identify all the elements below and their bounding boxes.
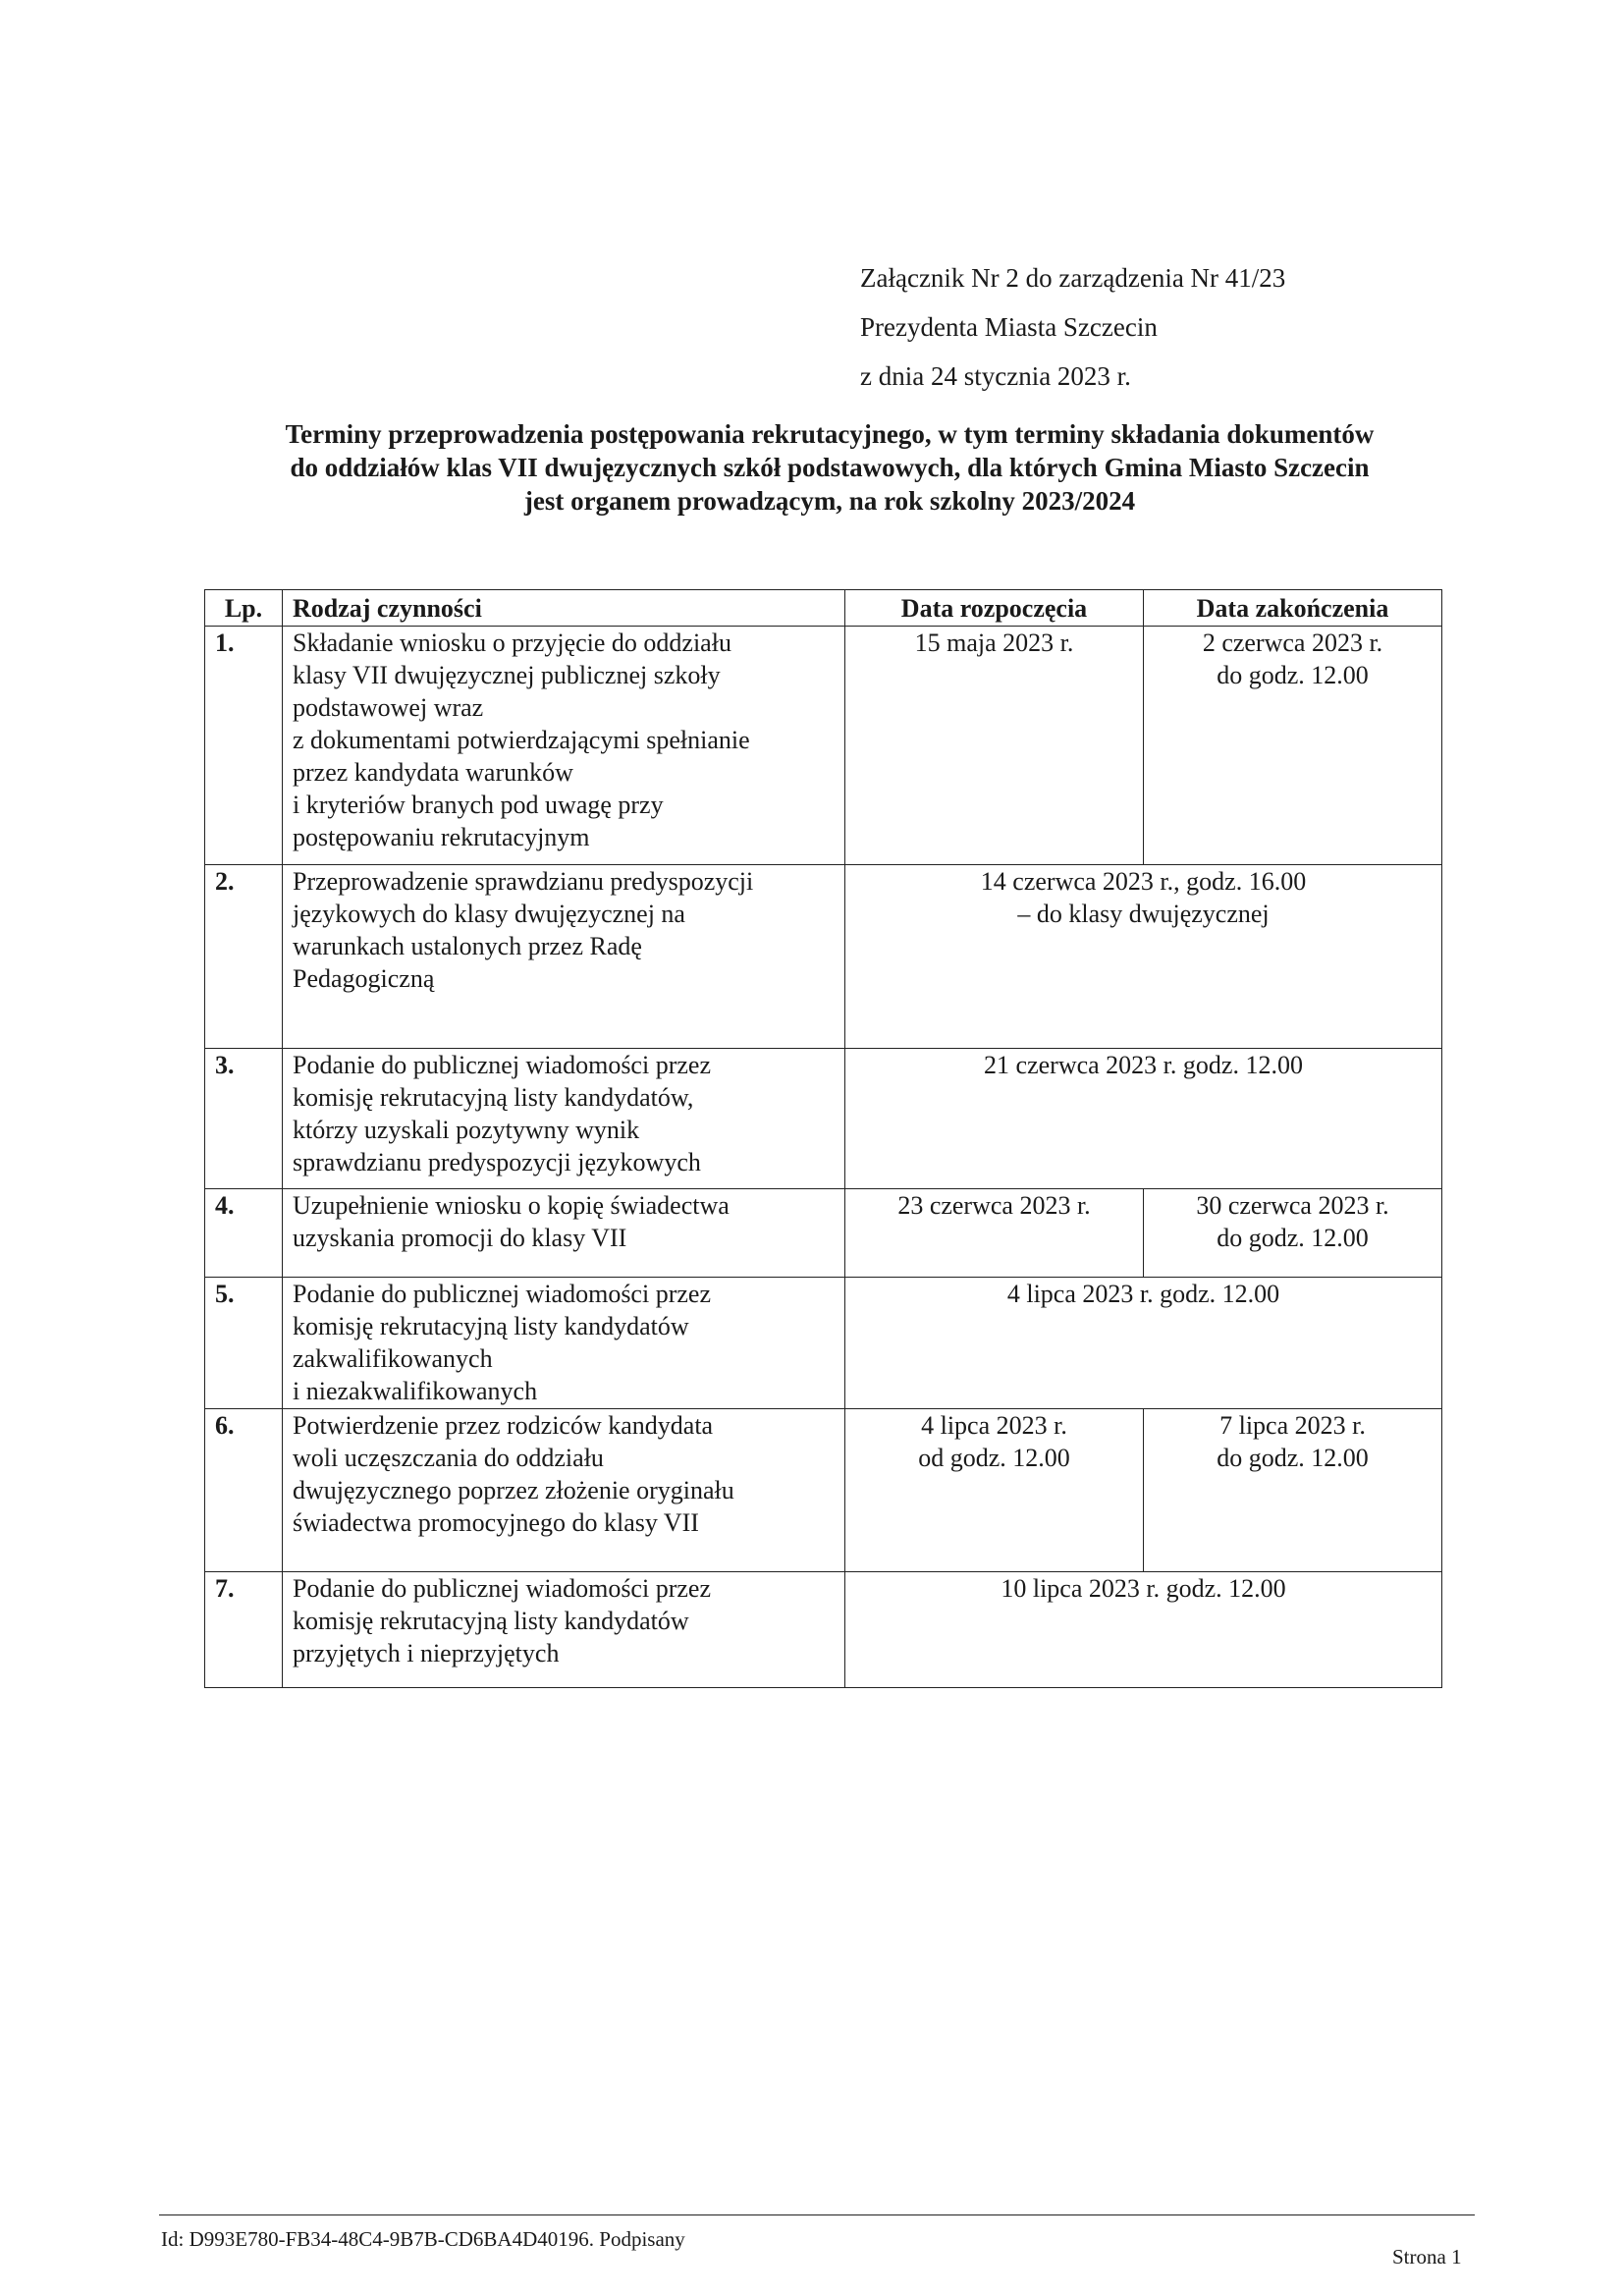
table-row bbox=[205, 1049, 1442, 1189]
annex-line-1: Załącznik Nr 2 do zarządzenia Nr 41/23 bbox=[860, 263, 1286, 293]
table.rows.5.activity-line: woli uczęszczania do oddziału bbox=[293, 1444, 604, 1472]
table.rows.2.activity-line: sprawdzianu predyspozycji językowych bbox=[293, 1148, 701, 1176]
row-number: 5. bbox=[205, 1278, 283, 1409]
row-number: 4. bbox=[205, 1189, 283, 1278]
table.rows.6.activity-line: przyjętych i nieprzyjętych bbox=[293, 1639, 560, 1667]
row-number: 1. bbox=[205, 627, 283, 865]
table.rows.0.activity-line: z dokumentami potwierdzającymi spełnianie bbox=[293, 726, 750, 754]
table.rows.5.start-line: 4 lipca 2023 r. bbox=[921, 1411, 1067, 1440]
table.rows.4.activity-line: komisję rekrutacyjną listy kandydatów bbox=[293, 1312, 689, 1340]
activity-cell bbox=[283, 865, 845, 1049]
table.rows.5.activity-line: Potwierdzenie przez rodziców kandydata bbox=[293, 1411, 714, 1440]
activity-cell bbox=[283, 1189, 845, 1278]
table.rows.6.activity-line: Podanie do publicznej wiadomości przez bbox=[293, 1574, 711, 1603]
annex-header bbox=[860, 253, 1285, 401]
header-start-date: Data rozpoczęcia bbox=[845, 590, 1144, 627]
table.rows.5.end-line: do godz. 12.00 bbox=[1217, 1444, 1369, 1472]
document-id: Id: D993E780-FB34-48C4-9B7B-CD6BA4D40196. Podpisany bbox=[161, 2227, 685, 2251]
table.rows.4.combined-line: 4 lipca 2023 r. godz. 12.00 bbox=[1006, 1280, 1280, 1308]
date-range-cell bbox=[845, 865, 1442, 1049]
end-date-cell bbox=[1144, 1189, 1442, 1278]
table.rows.0.activity-line: Składanie wniosku o przyjęcie do oddziału bbox=[293, 629, 731, 657]
end-date-cell bbox=[1144, 627, 1442, 865]
row-number: 3. bbox=[205, 1049, 283, 1189]
table.rows.1.combined-line: – do klasy dwujęzycznej bbox=[1017, 900, 1270, 928]
table.rows.2.activity-line: którzy uzyskali pozytywny wynik bbox=[293, 1116, 640, 1144]
table.rows.6.activity-line: komisję rekrutacyjną listy kandydatów bbox=[293, 1607, 689, 1635]
activity-cell bbox=[283, 1572, 845, 1688]
table.rows.2.activity-line: Podanie do publicznej wiadomości przez bbox=[293, 1051, 711, 1079]
start-date-cell bbox=[845, 1409, 1144, 1572]
start-date-cell bbox=[845, 627, 1144, 865]
schedule-body bbox=[205, 627, 1442, 1688]
table.rows.3.activity-line: uzyskania promocji do klasy VII bbox=[293, 1224, 627, 1252]
table.rows.0.start-line: 15 maja 2023 r. bbox=[914, 629, 1074, 657]
table-row bbox=[205, 1278, 1442, 1409]
table.rows.1.activity-line: Przeprowadzenie sprawdzianu predyspozycji bbox=[293, 867, 754, 896]
footer-divider bbox=[159, 2214, 1475, 2215]
title-line-3: jest organem prowadzącym, na rok szkolny 2023/2024 bbox=[523, 486, 1136, 516]
table-row bbox=[205, 865, 1442, 1049]
table.rows.4.activity-line: i niezakwalifikowanych bbox=[293, 1377, 538, 1405]
annex-line-3: z dnia 24 stycznia 2023 r. bbox=[860, 361, 1131, 391]
table.rows.0.activity-line: i kryteriów branych pod uwagę przy bbox=[293, 791, 664, 819]
date-range-cell bbox=[845, 1278, 1442, 1409]
table.rows.0.activity-line: klasy VII dwujęzycznej publicznej szkoły bbox=[293, 661, 721, 689]
start-date-cell bbox=[845, 1189, 1144, 1278]
table.rows.1.activity-line: Pedagogiczną bbox=[293, 964, 435, 993]
row-number: 2. bbox=[205, 865, 283, 1049]
table.rows.4.activity-line: Podanie do publicznej wiadomości przez bbox=[293, 1280, 711, 1308]
document-title bbox=[196, 417, 1463, 518]
activity-cell bbox=[283, 627, 845, 865]
activity-cell bbox=[283, 1049, 845, 1189]
row-number: 6. bbox=[205, 1409, 283, 1572]
table-row bbox=[205, 1189, 1442, 1278]
activity-cell bbox=[283, 1278, 845, 1409]
table.rows.6.combined-line: 10 lipca 2023 r. godz. 12.00 bbox=[1001, 1574, 1286, 1603]
table.rows.3.activity-line: Uzupełnienie wniosku o kopię świadectwa bbox=[293, 1191, 730, 1220]
table.rows.2.combined-line: 21 czerwca 2023 r. godz. 12.00 bbox=[984, 1051, 1303, 1079]
table.rows.2.activity-line: komisję rekrutacyjną listy kandydatów, bbox=[293, 1083, 694, 1112]
table.rows.5.end-line: 7 lipca 2023 r. bbox=[1219, 1411, 1366, 1440]
table.rows.1.activity-line: warunkach ustalonych przez Radę bbox=[293, 932, 642, 960]
header-end-date: Data zakończenia bbox=[1144, 590, 1442, 627]
table.rows.0.end-line: do godz. 12.00 bbox=[1217, 661, 1369, 689]
header-lp: Lp. bbox=[205, 590, 283, 627]
table.rows.0.end-line: 2 czerwca 2023 r. bbox=[1202, 629, 1383, 657]
page-number: Strona 1 bbox=[1392, 2245, 1462, 2269]
table.rows.3.end-line: 30 czerwca 2023 r. bbox=[1196, 1191, 1389, 1220]
activity-cell bbox=[283, 1409, 845, 1572]
title-line-1: Terminy przeprowadzenia postępowania rekrutacyjnego, w tym terminy składania dokumentów bbox=[285, 419, 1375, 449]
table.rows.0.activity-line: podstawowej wraz bbox=[293, 693, 484, 722]
table-row bbox=[205, 627, 1442, 865]
table.rows.1.activity-line: językowych do klasy dwujęzycznej na bbox=[293, 900, 685, 928]
end-date-cell bbox=[1144, 1409, 1442, 1572]
table.rows.3.end-line: do godz. 12.00 bbox=[1217, 1224, 1369, 1252]
table-row bbox=[205, 1409, 1442, 1572]
table-header-row bbox=[205, 590, 1442, 627]
header-activity: Rodzaj czynności bbox=[283, 590, 845, 627]
table.rows.1.combined-line: 14 czerwca 2023 r., godz. 16.00 bbox=[980, 867, 1307, 896]
schedule-table bbox=[204, 589, 1442, 1688]
title-line-2: do oddziałów klas VII dwujęzycznych szkół podstawowych, dla których Gmina Miasto Szczecin bbox=[290, 453, 1370, 482]
table.rows.3.start-line: 23 czerwca 2023 r. bbox=[897, 1191, 1091, 1220]
table.rows.5.activity-line: dwujęzycznego poprzez złożenie oryginału bbox=[293, 1476, 734, 1504]
table-row bbox=[205, 1572, 1442, 1688]
row-number: 7. bbox=[205, 1572, 283, 1688]
date-range-cell bbox=[845, 1049, 1442, 1189]
table.rows.5.activity-line: świadectwa promocyjnego do klasy VII bbox=[293, 1508, 699, 1537]
annex-line-2: Prezydenta Miasta Szczecin bbox=[860, 312, 1158, 342]
table.rows.0.activity-line: postępowaniu rekrutacyjnym bbox=[293, 823, 590, 851]
table.rows.5.start-line: od godz. 12.00 bbox=[918, 1444, 1070, 1472]
table.rows.4.activity-line: zakwalifikowanych bbox=[293, 1344, 493, 1373]
date-range-cell bbox=[845, 1572, 1442, 1688]
table.rows.0.activity-line: przez kandydata warunków bbox=[293, 758, 573, 787]
